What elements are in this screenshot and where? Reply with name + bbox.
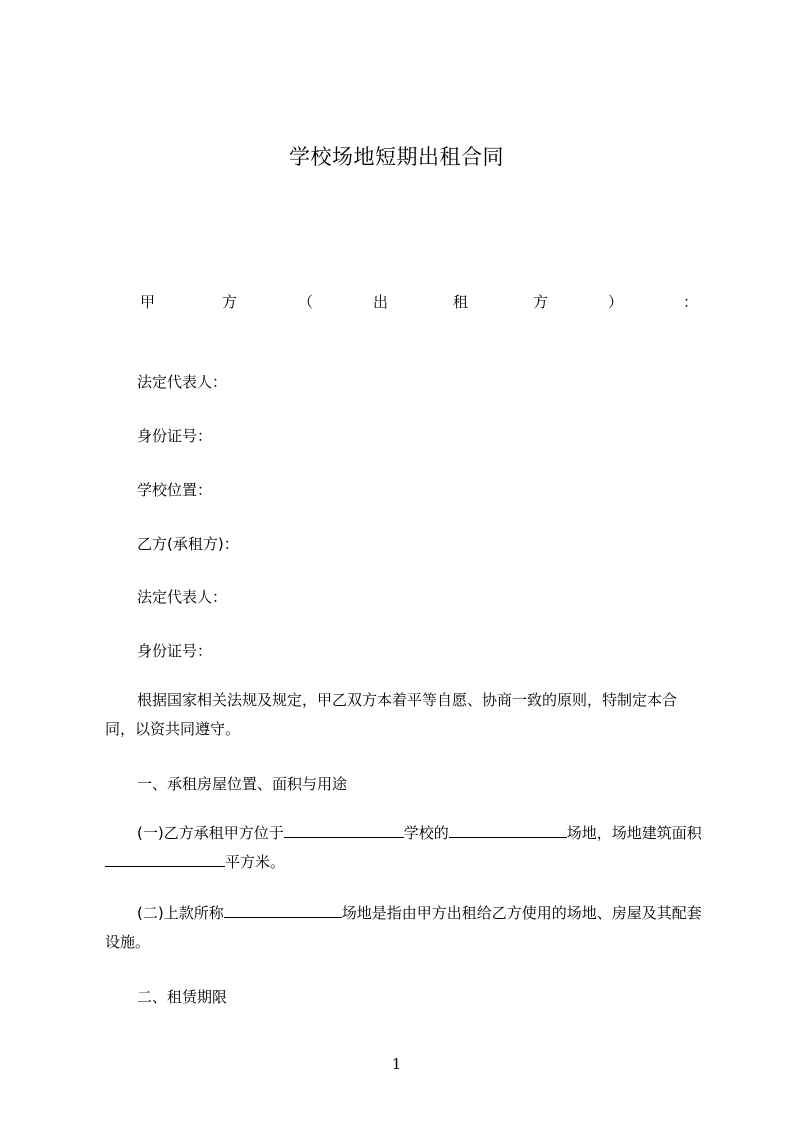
blank-venue-reference [224, 903, 342, 918]
clause-1-paragraph [105, 819, 705, 877]
party-a-char: 租 [453, 293, 469, 311]
section-1-heading: 一、承租房屋位置、面积与用途 [137, 775, 348, 793]
section-2-heading: 二、租赁期限 [137, 988, 228, 1006]
clause-2-prefix: (二)上款所称 [137, 904, 224, 922]
party-b-legal-rep-label: 法定代表人： [137, 588, 228, 606]
school-location-label: 学校位置： [137, 481, 213, 499]
clause-1-mid1: 学校的 [403, 824, 449, 842]
party-a-legal-rep-label: 法定代表人： [137, 373, 228, 391]
party-a-char: ： [683, 293, 699, 311]
party-a-char: 出 [373, 293, 389, 311]
party-a-id-number-label: 身份证号： [137, 427, 213, 445]
blank-building-area [105, 852, 225, 867]
clause-1-prefix: (一)乙方承租甲方位于 [137, 824, 284, 842]
page-number: 1 [391, 1055, 402, 1073]
clause-1-mid2: 场地，场地建筑面积 [566, 824, 702, 842]
party-a-char: 方 [222, 293, 238, 311]
blank-school-address [284, 823, 404, 838]
party-a-char: 甲 [140, 293, 156, 311]
intro-text: 根据国家相关法规及规定，甲乙双方本着平等自愿、协商一致的原则，特制定本合同，以资共同遵守。 [105, 691, 678, 738]
clause-2-paragraph [105, 899, 705, 957]
party-a-heading [140, 291, 699, 313]
party-a-char: （ [298, 293, 314, 311]
clause-2-suffix: 场地是指由甲方出租给乙方使用的场地、房屋及其配套设施。 [105, 904, 702, 951]
party-b-label: 乙方(承租方)： [137, 535, 239, 553]
blank-venue-name [449, 823, 567, 838]
intro-paragraph [105, 686, 705, 744]
party-b-id-number-label: 身份证号： [137, 642, 213, 660]
document-title: 学校场地短期出租合同 [289, 145, 504, 169]
party-a-char: ） [608, 293, 624, 311]
clause-1-suffix: 平方米。 [225, 853, 286, 871]
party-a-char: 方 [533, 293, 549, 311]
